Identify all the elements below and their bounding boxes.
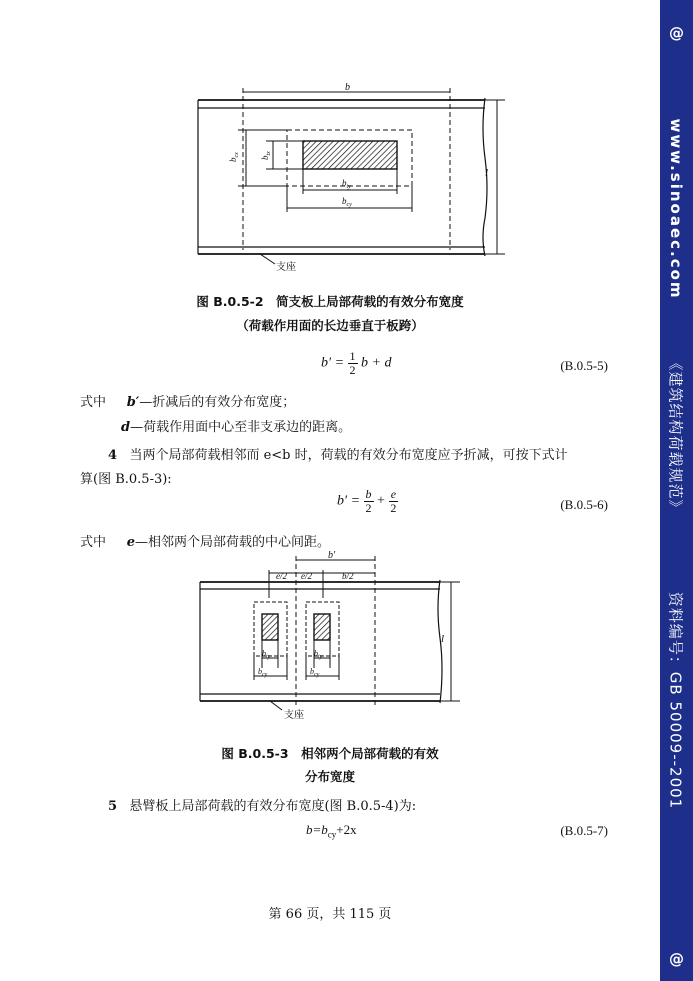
sidebar-at-top: @ bbox=[669, 24, 684, 42]
label-bcy-right: $b_{cy}$ bbox=[310, 667, 320, 678]
label-e2-right: e/2 bbox=[301, 571, 312, 581]
figure1-caption: 图 B.0.5-2 简支板上局部荷载的有效分布宽度 bbox=[196, 294, 464, 309]
equation-b057: $b=b_{cy}+2x$ bbox=[306, 822, 357, 840]
label-bty: $b_{ty}$ bbox=[342, 178, 351, 190]
figure1-subcaption: （荷载作用面的长边垂直于板跨） bbox=[236, 318, 424, 333]
where1-line1: 式中 b′—折减后的有效分布宽度； bbox=[80, 395, 296, 410]
equation-number-b055: (B.0.5-5) bbox=[560, 358, 608, 373]
equation-number-b056: (B.0.5-6) bbox=[560, 497, 608, 512]
figure-b053-diagram bbox=[0, 548, 660, 728]
equation-b055: b′ = $\frac{1}{2}$ b + d bbox=[321, 349, 392, 377]
sidebar-code-label: 资料编号：GB 50009--2001 bbox=[666, 591, 685, 810]
label-bty-left: $b_{ty}$ bbox=[262, 649, 271, 660]
page-footer: 第 66 页，共 115 页 bbox=[268, 907, 392, 922]
label-bcy-left: $b_{cy}$ bbox=[258, 667, 268, 678]
label-btx: $b_{tx}$ bbox=[260, 151, 272, 160]
label-bprime: b′ bbox=[328, 550, 336, 561]
para4-line1: 4 当两个局部荷载相邻而 e<b 时，荷载的有效分布宽度应予折减，可按下式计 bbox=[108, 448, 568, 463]
para5-line: 5 悬臂板上局部荷载的有效分布宽度(图 B.0.5-4)为: bbox=[108, 799, 417, 814]
watermark-sidebar bbox=[660, 0, 693, 981]
label-l: l bbox=[485, 167, 489, 179]
label-l2: l bbox=[441, 633, 445, 645]
sidebar-website[interactable]: www.sinoaec.com bbox=[667, 118, 685, 300]
label-bcy: $b_{cy}$ bbox=[342, 196, 352, 208]
equation-number-b057: (B.0.5-7) bbox=[560, 823, 608, 838]
label-b: b bbox=[345, 82, 350, 93]
figure2-caption: 图 B.0.5-3 相邻两个局部荷载的有效 bbox=[221, 746, 439, 761]
where1-line2: d—荷载作用面中心至非支承边的距离。 bbox=[121, 420, 352, 435]
where2-line: 式中 e—相邻两个局部荷载的中心间距。 bbox=[80, 535, 330, 550]
label-e2-left: e/2 bbox=[276, 571, 287, 581]
label-support-2: 支座 bbox=[284, 710, 304, 721]
label-bty-right: $b_{ty}$ bbox=[314, 649, 323, 660]
label-bcx: $b_{cx}$ bbox=[228, 152, 240, 162]
sidebar-at-bottom: @ bbox=[669, 950, 684, 968]
label-b2: b/2 bbox=[342, 571, 354, 581]
equation-b056: b′ = $\frac{b}{2}$ + $\frac{e}{2}$ bbox=[337, 487, 397, 515]
figure2-subcaption: 分布宽度 bbox=[304, 769, 355, 784]
label-support: 支座 bbox=[276, 262, 296, 273]
sidebar-book-title: 《建筑结构荷载规范》 bbox=[666, 355, 685, 516]
para4-line2: 算(图 B.0.5-3): bbox=[80, 472, 172, 487]
